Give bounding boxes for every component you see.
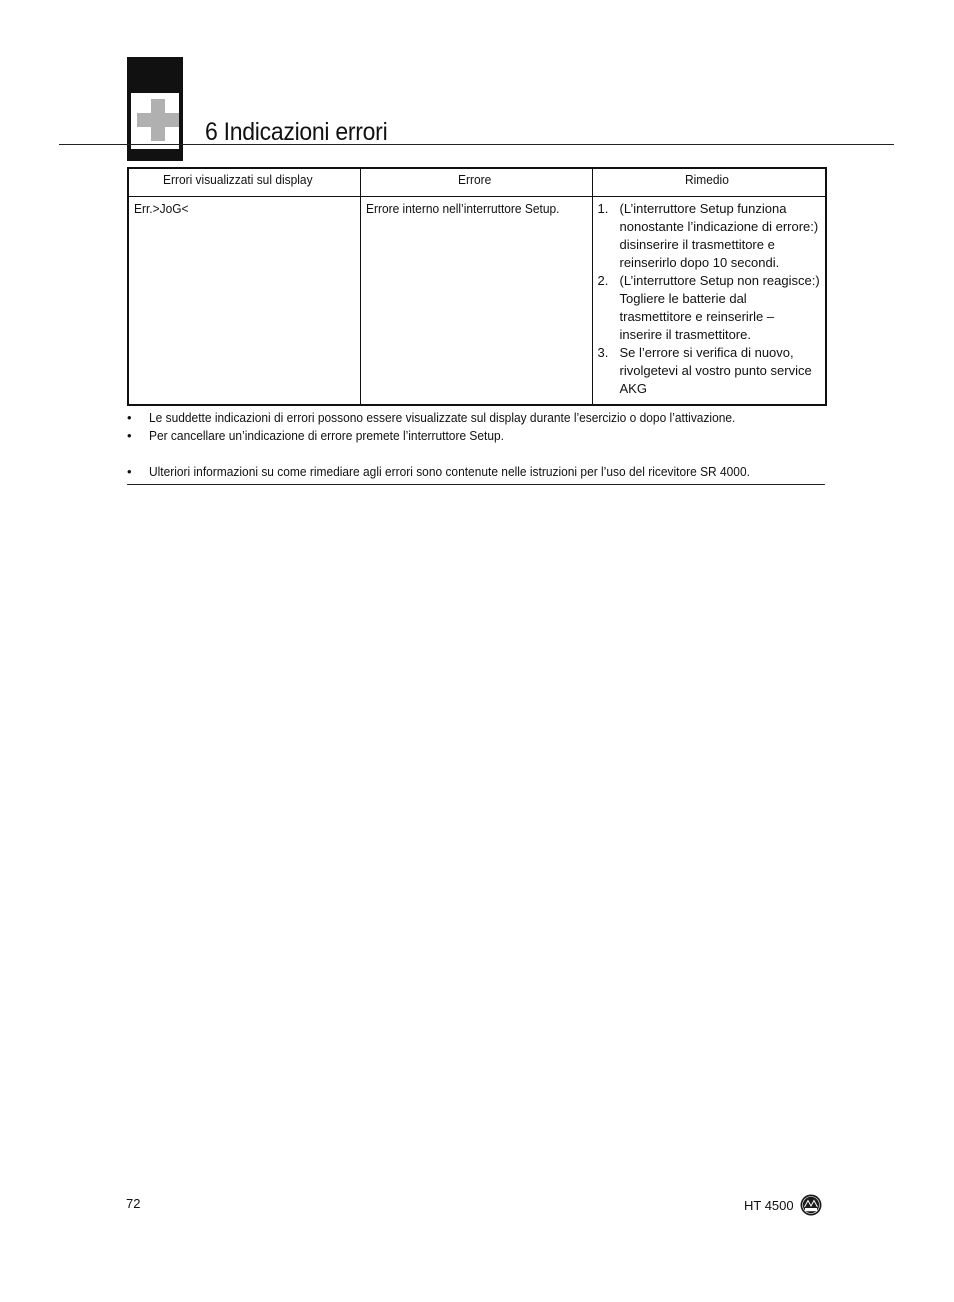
bullet-icon: • (127, 410, 132, 425)
page-title: 6 Indicazioni errori (205, 118, 388, 146)
display-cell: Err.>JoG< (128, 197, 360, 406)
page-number: 72 (126, 1196, 141, 1211)
remedy-item: 2. (L’interruttore Setup non reagisce:) Togliere le batterie dal trasmettitore e reinserirle – inserire il trasmettitore. (597, 273, 820, 342)
notes-rule (127, 484, 825, 485)
bullet-icon: • (127, 428, 132, 443)
akg-logo-icon (800, 1194, 822, 1216)
table-header-row (128, 168, 826, 197)
note-item: • Ulteriori informazioni su come rimediare agli errori sono contenute nelle istruzioni per l’uso del ricevitore SR 4000. (127, 464, 750, 479)
remedy-item: 3. Se l’errore si verifica di nuovo, rivolgetevi al vostro punto service AKG (597, 345, 812, 396)
first-aid-cross-icon (131, 93, 179, 149)
notes-list (127, 409, 825, 481)
header-rule (59, 144, 894, 145)
error-table (127, 167, 827, 406)
column-header-remedy: Rimedio (592, 168, 826, 197)
remedy-item: 1. (L’interruttore Setup funziona nonostante l’indicazione di errore:) disinserire il trasmettitore e reinserirlo dopo 10 secondi. (597, 201, 819, 270)
model-name: HT 4500 (744, 1198, 794, 1213)
section-icon-box (127, 57, 183, 161)
bullet-icon: • (127, 464, 132, 479)
table-row (128, 197, 826, 406)
remedy-cell (592, 197, 826, 406)
note-item: • Le suddette indicazioni di errori possono essere visualizzate sul display durante l’esercizio o dopo l’attivazione. (127, 410, 736, 425)
error-cell: Errore interno nell’interruttore Setup. (360, 197, 592, 406)
column-header-error: Errore (360, 168, 592, 197)
note-item: • Per cancellare un’indicazione di errore premete l’interruttore Setup. (127, 428, 505, 443)
column-header-display: Errori visualizzati sul display (128, 168, 360, 197)
